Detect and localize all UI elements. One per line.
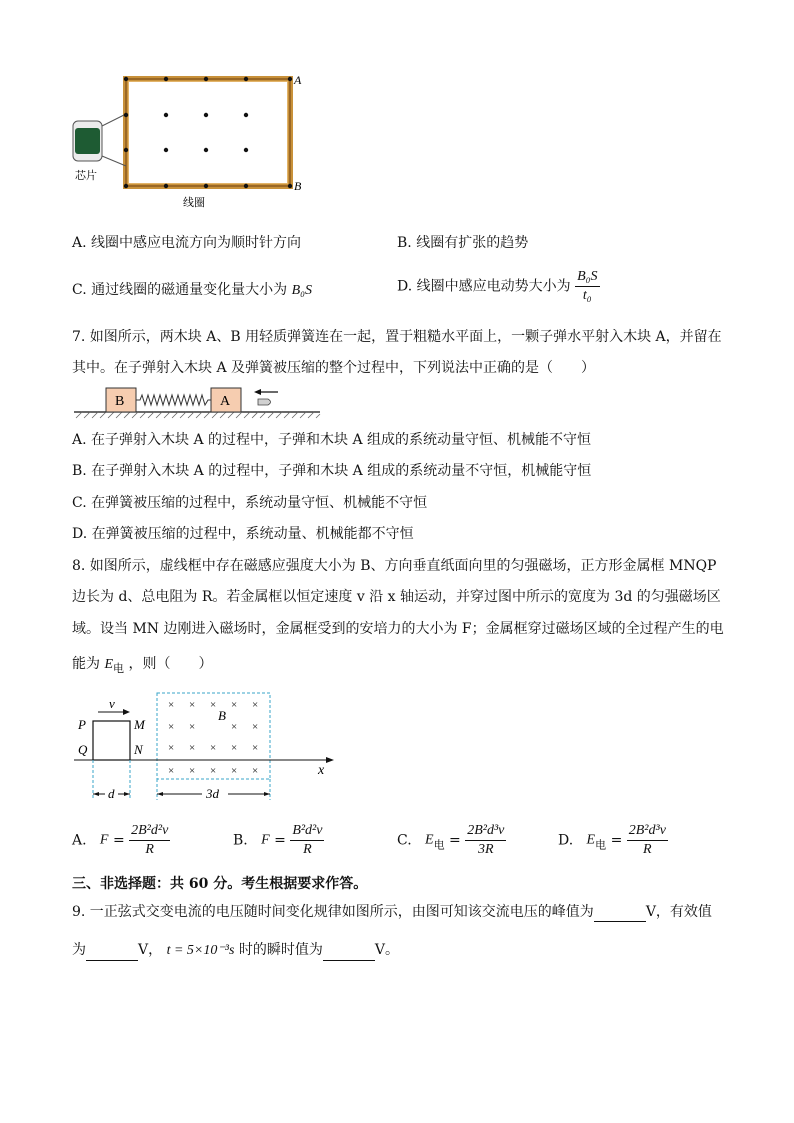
coil-chip-figure <box>66 66 316 214</box>
label-m: M <box>134 717 145 732</box>
q7-stem-line1: 7. 如图所示，两木块 A、B 用轻质弹簧连在一起，置于粗糙水平面上，一颗子弹水平射入木块 A，并留在 <box>72 329 722 345</box>
coil-label: 线圈 <box>183 197 205 209</box>
option-label: C. <box>397 832 412 849</box>
svg-text:×: × <box>168 765 175 777</box>
x-axis-label: x <box>318 763 325 778</box>
svg-text:×: × <box>231 699 238 711</box>
option-sub: 电 <box>595 838 607 852</box>
fraction-numerator: B₀S <box>575 268 599 287</box>
option-label: B. <box>233 832 248 849</box>
svg-text:×: × <box>168 699 175 711</box>
q8-stem-line2: 边长为 d、总电阻为 R。若金属框以恒定速度 v 沿 x 轴运动，并穿过图中所示的宽度为 3d 的匀强磁场区 <box>72 589 721 605</box>
section-3-heading: 三、非选择题：共 60 分。考生根据要求作答。 <box>72 876 368 892</box>
option-label: D. <box>558 832 574 849</box>
option-lhs: F <box>99 832 109 848</box>
q7-option-a: A. 在子弹射入木块 A 的过程中，子弹和木块 A 组成的系统动量守恒、机械能不守恒 <box>72 432 592 448</box>
svg-text:×: × <box>231 742 238 754</box>
q8-line4-prefix: 能为 <box>72 656 100 672</box>
spring-blocks-figure <box>72 384 324 424</box>
q6-option-c-text: C. 通过线圈的磁通量变化量大小为 <box>72 282 288 298</box>
svg-text:×: × <box>252 721 259 733</box>
svg-text:×: × <box>189 765 196 777</box>
svg-text:×: × <box>168 742 175 754</box>
svg-text:×: × <box>252 765 259 777</box>
block-b-label: B <box>115 394 125 409</box>
fraction-numerator: 2B²d²v <box>129 822 170 841</box>
fraction-denominator: R <box>643 842 652 857</box>
spring <box>136 395 211 405</box>
q8-stem-line3: 域。设当 MN 边刚进入磁场时，金属框受到的安培力的大小为 F；金属框穿过磁场区域的全过程产生的电 <box>72 621 724 637</box>
q8-option-c: C. $E_电$ = $\frac{\text{2B²d³v}}{3R}$ <box>397 823 505 857</box>
q7-option-d: D. 在弹簧被压缩的过程中，系统动量、机械能都不守恒 <box>72 526 414 542</box>
answer-blank-instant[interactable] <box>323 944 375 961</box>
q6-option-a: A. 线圈中感应电流方向为顺时针方向 <box>72 235 302 251</box>
option-lhs: E <box>425 832 434 848</box>
field-label-b: B <box>218 708 226 723</box>
answer-blank-peak[interactable] <box>594 905 646 922</box>
field-crosses <box>168 699 258 777</box>
fraction-denominator: 3R <box>478 842 494 857</box>
option-fraction <box>129 822 170 859</box>
q9-text-d: V， <box>138 942 163 958</box>
fraction-denominator: t₀ <box>582 288 592 303</box>
svg-text:×: × <box>252 742 259 754</box>
q8-line4-suffix: ，则（ ） <box>128 656 213 672</box>
fraction-denominator: R <box>303 842 312 857</box>
svg-text:×: × <box>231 721 238 733</box>
q9-time-expression: t = 5×10⁻³s <box>166 943 235 958</box>
fraction-denominator: R <box>145 842 154 857</box>
svg-text:×: × <box>189 699 196 711</box>
svg-text:×: × <box>210 742 217 754</box>
q8-stem-line4 <box>72 654 212 679</box>
q8-option-a: A. F = $\frac{\text{2B²d²v}}{R}$ <box>72 823 169 857</box>
dimension-3d: 3d <box>206 786 219 801</box>
velocity-label: v <box>109 696 115 711</box>
label-p: P <box>78 717 86 732</box>
q6-option-b: B. 线圈有扩张的趋势 <box>397 235 529 251</box>
dimension-d: d <box>108 786 115 801</box>
q7-option-b: B. 在子弹射入木块 A 的过程中，子弹和木块 A 组成的系统动量不守恒，机械能守恒 <box>72 463 592 479</box>
q6-option-c <box>72 280 312 301</box>
q9-text-c: 为 <box>72 942 86 958</box>
bullet <box>258 399 271 405</box>
coil-frame <box>126 79 290 186</box>
svg-text:×: × <box>210 765 217 777</box>
q8-stem-line1: 8. 如图所示，虚线框中存在磁感应强度大小为 B、方向垂直纸面向里的匀强磁场，正方形金属框 MNQP <box>72 558 717 574</box>
q8-line4-sub: 电 <box>113 661 125 675</box>
option-fraction <box>627 822 668 859</box>
label-a: A <box>294 73 302 87</box>
fraction-numerator: B²d²v <box>290 822 324 841</box>
option-label: A. <box>72 832 87 849</box>
answer-blank-rms[interactable] <box>86 944 138 961</box>
option-fraction <box>290 822 324 859</box>
svg-text:×: × <box>210 699 217 711</box>
label-q: Q <box>78 742 88 757</box>
q8-option-d: D. $E_电$ = $\frac{\text{2B²d³v}}{R}$ <box>558 823 666 857</box>
q8-line4-e: E <box>104 657 114 672</box>
q6-option-d-text: D. 线圈中感应电动势大小为 <box>397 278 571 295</box>
label-n: N <box>134 742 143 757</box>
field-dots <box>124 77 292 188</box>
q9-text-a: 9. 一正弦式交变电流的电压随时间变化规律如图所示，由图可知该交流电压的峰值为 <box>72 904 594 920</box>
fraction-numerator: 2B²d³v <box>465 822 506 841</box>
label-b: B <box>294 179 302 193</box>
option-lhs: F <box>261 832 270 848</box>
svg-text:×: × <box>231 765 238 777</box>
q6-option-c-math: B₀S <box>291 283 312 298</box>
q7-stem-line2: 其中。在子弹射入木块 A 及弹簧被压缩的整个过程中，下列说法中正确的是（ ） <box>72 360 596 376</box>
metal-frame <box>93 721 130 760</box>
option-sub: 电 <box>433 838 445 852</box>
magnetic-field-figure <box>72 688 342 808</box>
block-a-label: A <box>220 394 231 409</box>
svg-text:×: × <box>189 742 196 754</box>
svg-text:×: × <box>252 699 259 711</box>
q8-option-b: B. F = $\frac{\text{B²d²v}}{R}$ <box>233 823 323 857</box>
fraction-numerator: 2B²d³v <box>627 822 668 841</box>
svg-text:×: × <box>168 721 175 733</box>
q6-option-d <box>397 268 600 305</box>
q9-line2 <box>72 940 399 961</box>
chip-label: 芯片 <box>75 170 97 182</box>
q6-option-d-fraction <box>575 268 599 305</box>
q9-line1 <box>72 902 712 922</box>
q9-text-b: V，有效值 <box>645 904 712 920</box>
q7-option-c: C. 在弹簧被压缩的过程中，系统动量守恒、机械能不守恒 <box>72 495 428 511</box>
option-fraction <box>465 822 506 859</box>
q9-text-e: 时的瞬时值为 <box>238 942 323 958</box>
q9-text-f: V。 <box>374 942 399 958</box>
svg-text:×: × <box>189 721 196 733</box>
option-lhs: E <box>586 832 596 848</box>
